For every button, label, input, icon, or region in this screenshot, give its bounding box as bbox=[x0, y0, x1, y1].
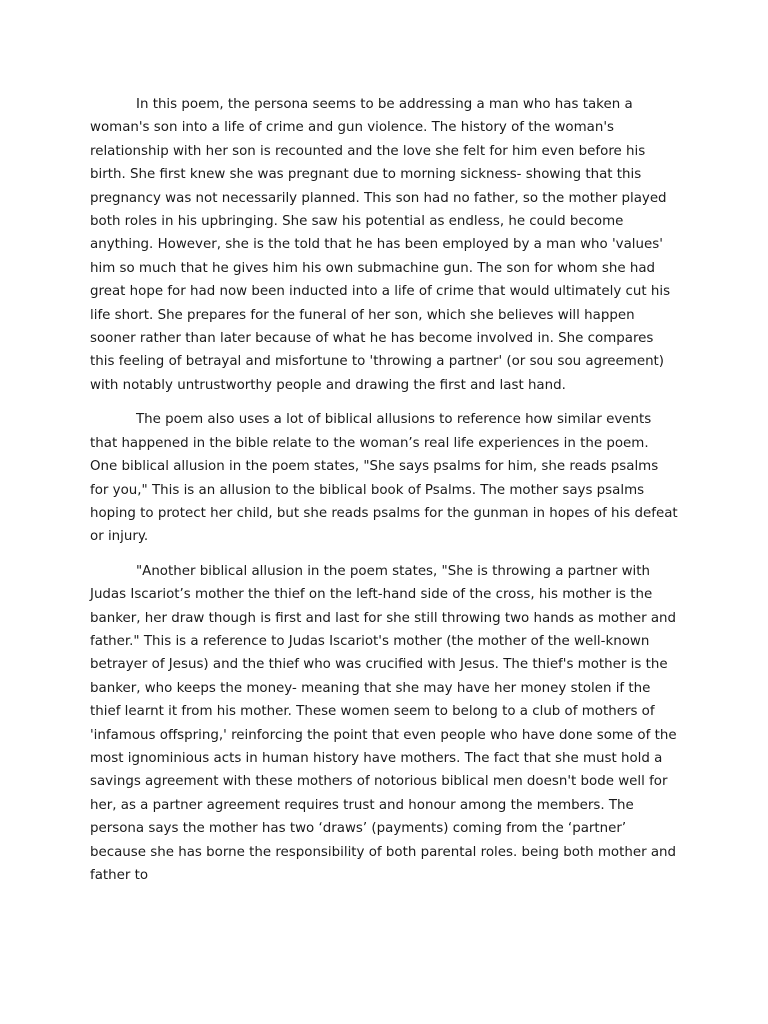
document-body bbox=[90, 93, 680, 898]
paragraph-1: In this poem, the persona seems to be addressing a man who has taken a woman's son into a life of crime and gun violence. The history of the woman's relationship with her son is recounted and the love she felt for him even before his birth. She first knew she was pregnant due to morning sickness- showing that this pregnancy was not necessarily planned. This son had no father, so the mother played both roles in his upbringing. She saw his potential as endless, he could become anything. However, she is the told that he has been employed by a man who 'values' him so much that he gives him his own submachine gun. The son for whom she had great hope for had now been inducted into a life of crime that would ultimately cut his life short. She prepares for the funeral of her son, which she believes will happen sooner rather than later because of what he has become involved in. She compares this feeling of betrayal and misfortune to 'throwing a partner' (or sou sou agreement) with notably untrustworthy people and drawing the first and last hand. bbox=[90, 97, 671, 393]
paragraph-2: The poem also uses a lot of biblical allusions to reference how similar events that happened in the bible relate to the woman’s real life experiences in the poem. One biblical allusion in the poem states, "She says psalms for him, she reads psalms for you," This is an allusion to the biblical book of Psalms. The mother says psalms hoping to protect her child, but she reads psalms for the gunman in hopes of his defeat or injury. bbox=[90, 412, 678, 545]
paragraph-3: "Another biblical allusion in the poem states, "She is throwing a partner with Judas Iscariot’s mother the thief on the left-hand side of the cross, his mother is the banker, her draw though is first and last for she still throwing two hands as mother and father." This is a reference to Judas Iscariot's mother (the mother of the well-known betrayer of Jesus) and the thief who was crucified with Jesus. The thief's mother is the banker, who keeps the money- meaning that she may have her money stolen if the thief learnt it from his mother. These women seem to belong to a club of mothers of 'infamous offspring,' reinforcing the point that even people who have done some of the most ignominious acts in human history have mothers. The fact that she must hold a savings agreement with these mothers of notorious biblical men doesn't bode well for her, as a partner agreement requires trust and honour among the members. The persona says the mother has two ‘draws’ (payments) coming from the ‘partner’ because she has borne the responsibility of both parental roles. being both mother and father to bbox=[90, 563, 677, 883]
